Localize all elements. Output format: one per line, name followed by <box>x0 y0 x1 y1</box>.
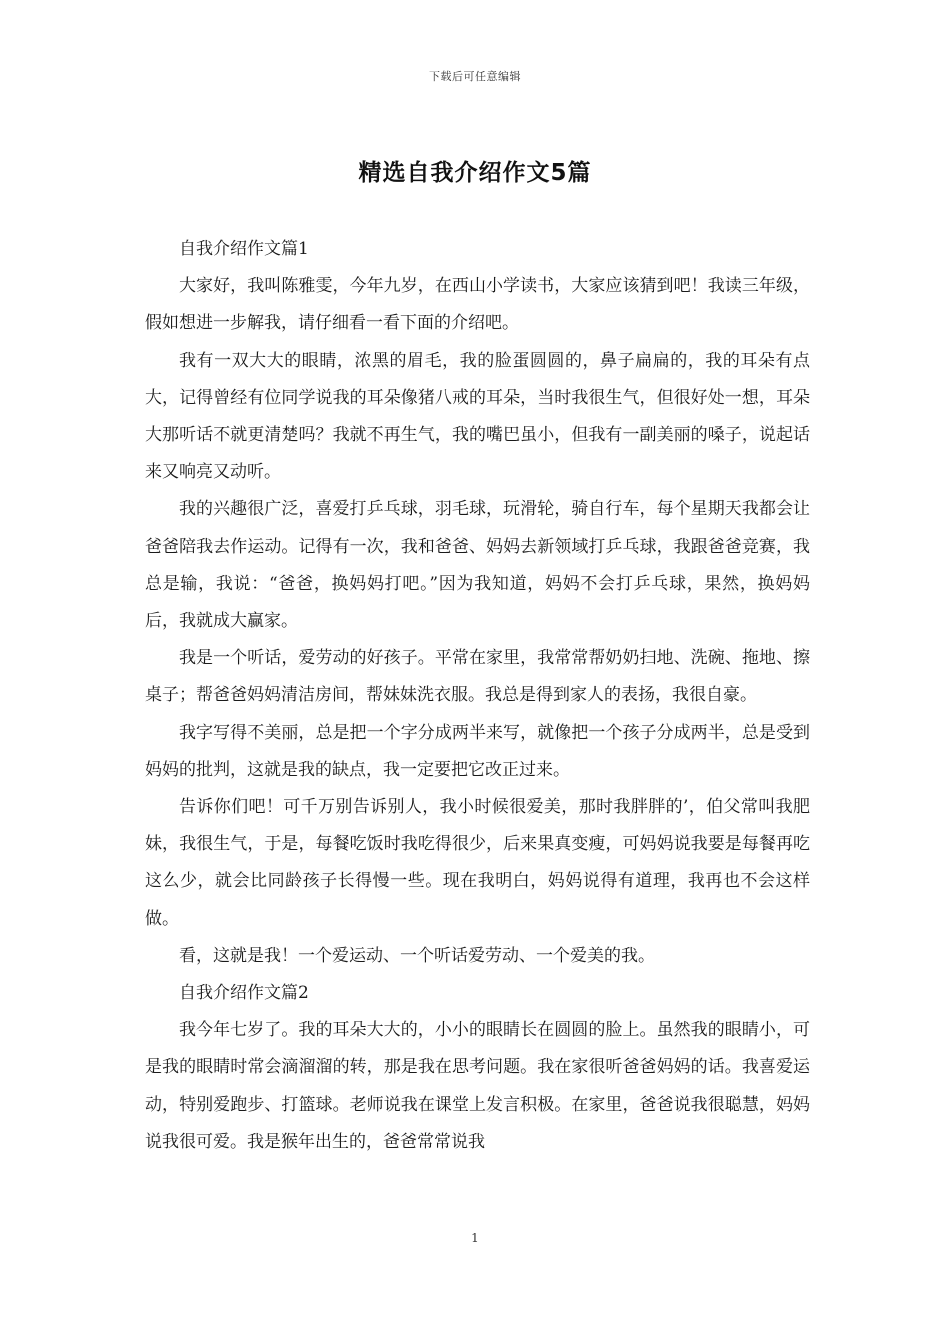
page-number: 1 <box>471 1231 479 1245</box>
body-paragraph: 我今年七岁了。我的耳朵大大的，小小的眼睛长在圆圆的脸上。虽然我的眼睛小，可是我的眼睛时常会滴溜溜的转，那是我在思考问题。我在家很听爸爸妈妈的话。我喜爱运动，特别爱跑步、打篮球。老师说我在课堂上发言积极。在家里，爸爸说我很聪慧，妈妈说我很可爱。我是猴年出生的，爸爸常常说我 <box>145 1020 810 1152</box>
body-paragraph: 我的兴趣很广泛，喜爱打乒乓球，羽毛球，玩滑轮，骑自行车，每个星期天我都会让爸爸陪我去作运动。记得有一次，我和爸爸、妈妈去新领域打乒乓球，我跟爸爸竞赛，我总是输，我说：“爸爸，换妈妈打吧。”因为我知道，妈妈不会打乒乓球，果然，换妈妈后，我就成大赢家。 <box>145 499 810 632</box>
document-title: 精选自我介绍作文5篇 <box>358 160 592 186</box>
document-body <box>145 231 810 1161</box>
body-paragraph: 看，这就是我！一个爱运动、一个听话爱劳动、一个爱美的我。 <box>179 945 655 966</box>
body-paragraph: 我有一双大大的眼睛，浓黑的眉毛，我的脸蛋圆圆的，鼻子扁扁的，我的耳朵有点大，记得曾经有位同学说我的耳朵像猪八戒的耳朵，当时我很生气，但很好处一想，耳朵大那听话不就更清楚吗？我就不再生气，我的嘴巴虽小，但我有一副美丽的嗓子，说起话来又响亮又动听。 <box>145 350 810 483</box>
section-heading: 自我介绍作文篇2 <box>179 983 309 1004</box>
body-paragraph: 大家好，我叫陈雅雯，今年九岁，在西山小学读书，大家应该猜到吧！我读三年级，假如想进一步解我，请仔细看一看下面的介绍吧。 <box>145 276 810 334</box>
header-note: 下载后可任意编辑 <box>429 70 521 83</box>
section-heading: 自我介绍作文篇1 <box>179 239 309 259</box>
body-paragraph: 我字写得不美丽，总是把一个字分成两半来写，就像把一个孩子分成两半，总是受到妈妈的批判，这就是我的缺点，我一定要把它改正过来。 <box>145 722 810 780</box>
body-paragraph: 我是一个听话，爱劳动的好孩子。平常在家里，我常常帮奶奶扫地、洗碗、拖地、擦桌子；帮爸爸妈妈清洁房间，帮妹妹洗衣服。我总是得到家人的表扬，我很自豪。 <box>145 648 810 706</box>
body-paragraph: 告诉你们吧！可千万别告诉别人，我小时候很爱美，那时我胖胖的’，伯父常叫我肥妹，我很生气，于是，每餐吃饭时我吃得很少，后来果真变瘦，可妈妈说我要是每餐再吃这么少，就会比同龄孩子长得慢一些。现在我明白，妈妈说得有道理，我再也不会这样做。 <box>145 797 810 929</box>
